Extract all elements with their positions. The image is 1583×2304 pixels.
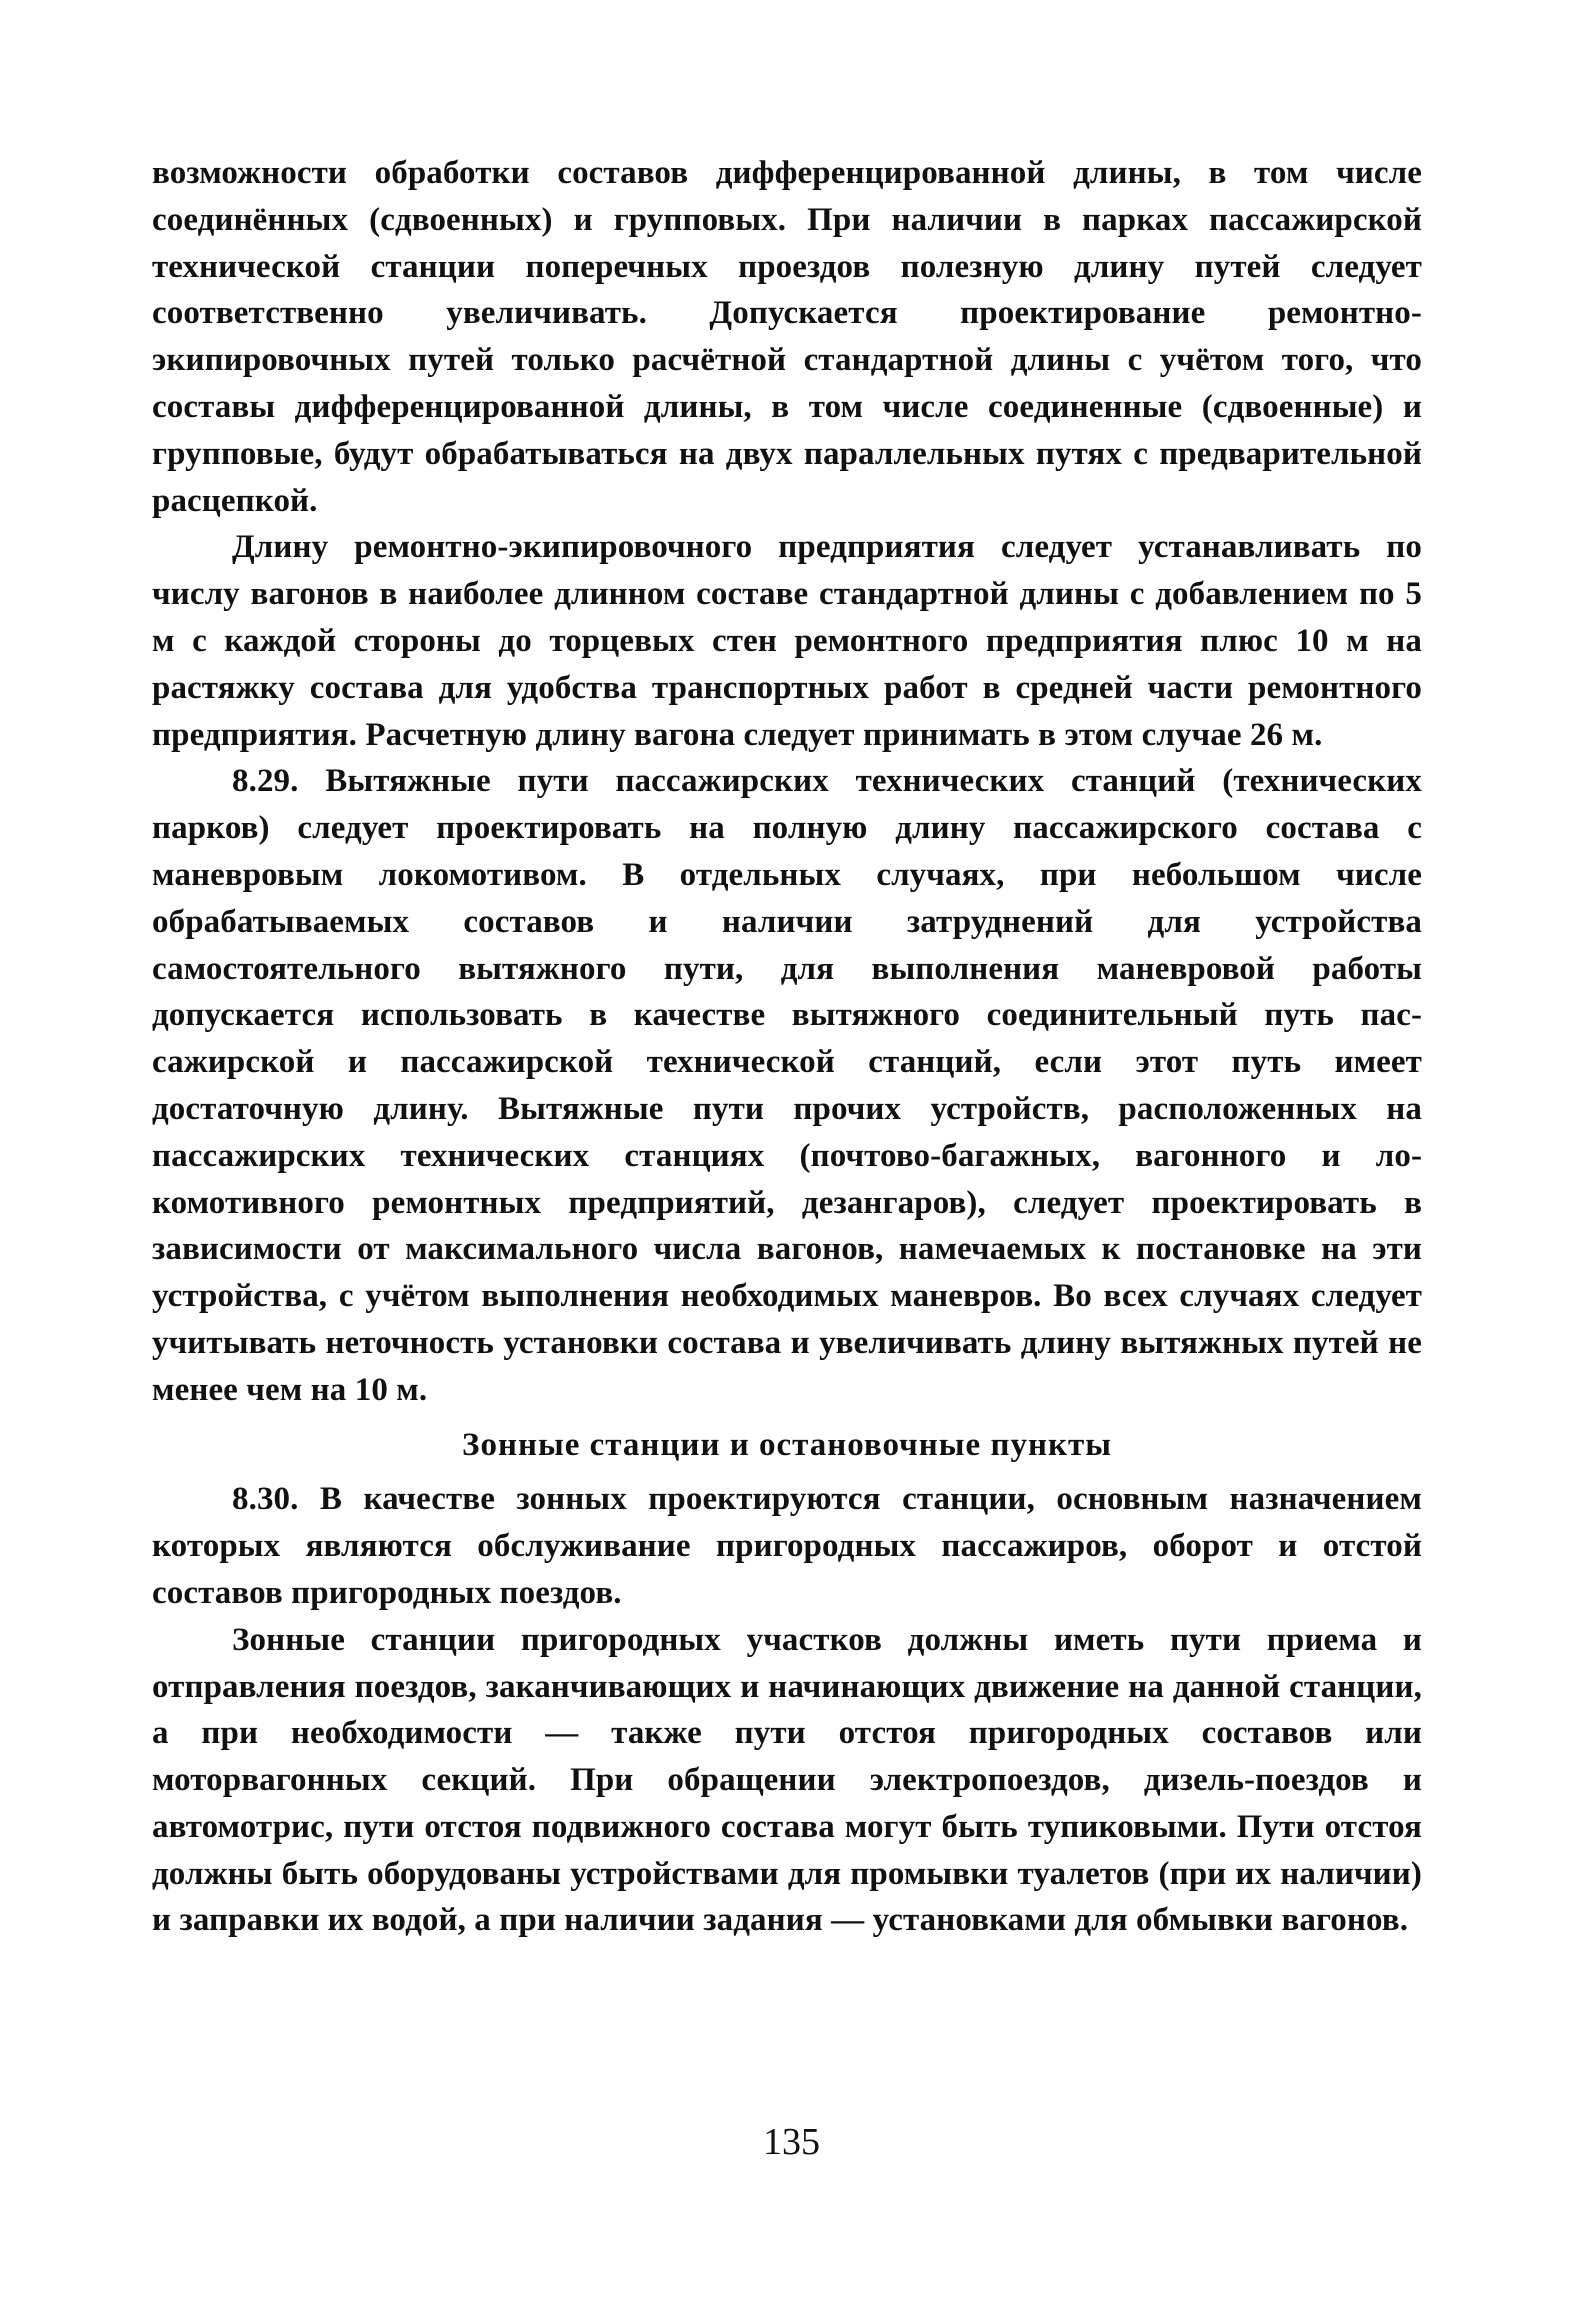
section-heading: Зонные станции и остановочные пункты [462,1426,1112,1463]
paragraph-8-29: 8.29. Вытяжные пути пассажирских технических станций (технических парков) следует проектировать на полную длину пассажирского состава с маневровым локомотивом. В отдельных случаях, при небольшом числе обрабатываемых составов и наличии затруднений для устройства самостоятельного вытяжного пути, для выполнения маневровой работы допускается использовать в качестве вытяжного соединительный путь пассажирской и пассажирской технической станций, если этот путь имеет достаточную длину. Вытяжные пути прочих устройств, расположенных на пассажирских технических станциях (почтово-багажных, вагонного и локомотивного ремонтных предприятий, дезангаров), следует проектировать в зависимости от максимального числа вагонов, намечаемых к постановке на эти устройства, с учётом выполнения необходимых маневров. Во всех случаях следует учитывать неточность установки состава и увеличивать длину вытяжных путей не менее чем на 10 м. [152,763,1422,1408]
body-text [152,150,1422,1944]
paragraph-repair-facility-length: Длину ремонтно-экипировочного предприятия следует устанавливать по числу вагонов в наиболее длинном составе стандартной длины с добавлением по 5 м с каждой стороны до торцевых стен ремонтного предприятия плюс 10 м на растяжку состава для удобства транспортных работ в средней части ремонтного предприятия. Расчетную длину вагона следует принимать в этом случае 26 м. [152,529,1422,753]
paragraph-continuation: возможности обработки составов дифференцированной длины, в том числе соединённых (сдвоенных) и групповых. При наличии в парках пассажирской технической станции поперечных проездов полезную длину путей следует соответственно увеличивать. Допускается проектирование ремонтно-экипировочных путей только расчётной стандартной длины с учётом того, что составы дифференцированной длины, в том числе соединенные (сдвоенные) и групповые, будут обрабатываться на двух параллельных путях с предварительной расцепкой. [152,155,1422,519]
paragraph-8-30: 8.30. В качестве зонных проектируются станции, основным назначением которых являются обслуживание пригородных пассажиров, оборот и отстой составов пригородных поездов. [152,1481,1422,1611]
page-number: 135 [763,2121,820,2163]
paragraph-zone-stations: Зонные станции пригородных участков должны иметь пути приема и отправления поездов, заканчивающих и начинающих движение на данной станции, а при необходимости — также пути отстоя пригородных составов или моторвагонных секций. При обращении электропоездов, дизель-поездов и автомотрис, пути отстоя подвижного состава могут быть тупиковыми. Пути отстоя должны быть оборудованы устройствами для промывки туалетов (при их наличии) и заправки их водой, а при наличии задания — установками для обмывки вагонов. [152,1621,1422,1939]
